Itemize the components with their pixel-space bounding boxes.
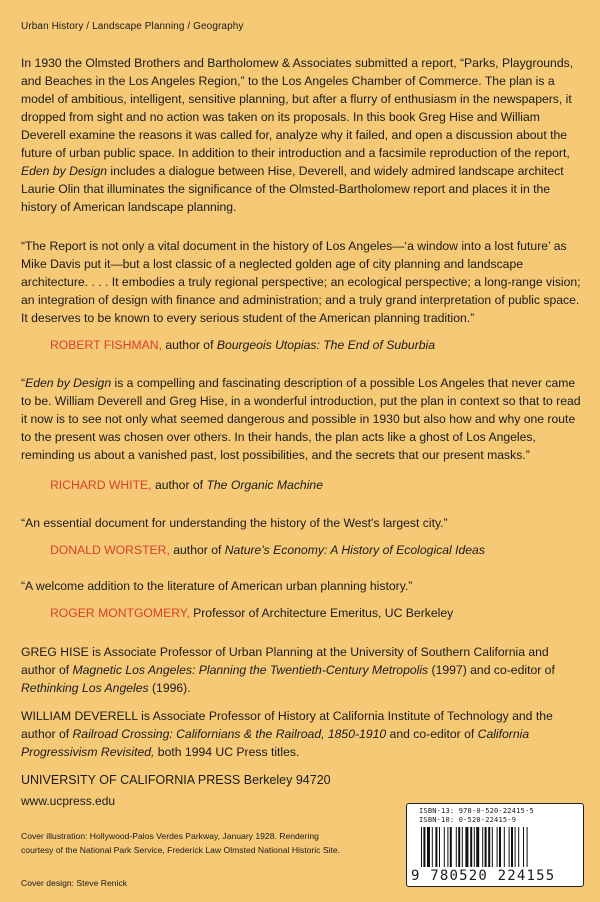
quote-book-title: Eden by Design — [25, 376, 112, 390]
bio-work-title: Rethinking Los Angeles — [21, 681, 149, 695]
cover-illustration-credit — [21, 829, 340, 857]
bio-text: WILLIAM DEVERELL is Associate Professor of History at California Institute of Technology and the author of — [21, 709, 553, 741]
author-bio-deverell — [21, 707, 586, 761]
bio-work-title: California Progressivism Revisited, — [21, 727, 530, 759]
summary-book-title: Eden by Design — [21, 164, 108, 178]
attribution-work: Bourgeois Utopias: The End of Suburbia — [216, 338, 436, 352]
attribution-name: DONALD WORSTER, — [50, 543, 170, 557]
attribution-fishman — [50, 336, 435, 354]
barcode-bars — [421, 827, 571, 867]
quote-open-mark: “ — [21, 376, 26, 390]
summary-part1: In 1930 the Olmsted Brothers and Bartholomew & Associates submitted a report, “Parks, Playgrounds, and Beaches in the Los Angeles Region,” to the Los Angeles Chamber of Commerce. The plan is a model of ambitious, intelligent, sensitive planning, but after a flurry of enthusiasm in the newspapers, it dropped from sight and no action was taken on its proposals. In this book Greg Hise and William Deverell examine the reasons it was called for, analyze why it failed, and open a discussion about the future of urban public space. In addition to their introduction and a facsimile reproduction of the report, — [21, 56, 574, 160]
isbn-barcode — [406, 803, 584, 887]
isbn-13-label: ISBN-13: 978-0-520-22415-5 — [419, 807, 534, 815]
book-summary — [21, 54, 586, 216]
bio-text: GREG HISE is Associate Professor of Urban Planning at the University of Southern California and author of — [21, 645, 549, 677]
attribution-role: author of — [151, 478, 207, 492]
barcode-digits: 9 780520 224155 — [411, 868, 556, 884]
quote-fishman: “The Report is not only a vital document in the history of Los Angeles—‘a window into a lost future’ as Mike Davis put it—but a lost classic of a neglected golden age of city planning and landscape architecture. . . . It embodies a truly regional perspective; an ecological perspective; a long-range vision; an integration of design with finance and administration; and a truly grand interpretation of public space. It deserves to be known to every serious student of the American planning tradition.” — [21, 239, 581, 325]
credit-line: courtesy of the National Park Service, Frederick Law Olmsted National Historic Site. — [21, 845, 341, 855]
isbn-10-label: ISBN-10: 0-520-22415-9 — [419, 816, 517, 824]
summary-part2: includes a dialogue between Hise, Deverell, and widely admired landscape architect Laurie Olin that illuminates the significance of the Olmsted-Bartholomew report and places it in the history of American landscape planning. — [21, 164, 564, 214]
quote-montgomery: “A welcome addition to the literature of American urban planning history.” — [21, 579, 413, 593]
attribution-worster — [50, 541, 485, 559]
quote-worster: “An essential document for understanding the history of the West's largest city.” — [21, 516, 448, 530]
bio-text: and co-editor of — [386, 727, 478, 741]
quote-text: is a compelling and fascinating description of a possible Los Angeles that never came to be. William Deverell and Greg Hise, in a wonderful introduction, put the plan in context so that to read it now is to see not only what seemed dangerous and possible in 1930 but also how and why one route to the present was chosen over others. In their hands, the plan acts like a ghost of Los Angeles, reminding us about a vanished past, lost possibilities, and the secrets that our present masks.” — [21, 376, 581, 462]
attribution-name: ROBERT FISHMAN, — [50, 338, 162, 352]
quote-white — [21, 374, 586, 464]
attribution-role: author of — [169, 543, 225, 557]
attribution-role: author of — [161, 338, 217, 352]
attribution-role: Professor of Architecture Emeritus, UC Berkeley — [189, 606, 454, 620]
attribution-white — [50, 476, 323, 494]
credit-line: Cover illustration: Hollywood-Palos Verdes Parkway, January 1928. Rendering — [21, 831, 319, 841]
bio-work-title: Magnetic Los Angeles: Planning the Twentieth-Century Metropolis — [72, 663, 429, 677]
attribution-name: RICHARD WHITE, — [50, 478, 152, 492]
bio-text: (1996). — [148, 681, 191, 695]
attribution-work: Nature's Economy: A History of Ecological Ideas — [224, 543, 485, 557]
bio-text: (1997) and co-editor of — [428, 663, 555, 677]
bio-work-title: Railroad Crossing: Californians & the Railroad, 1850-1910 — [72, 727, 387, 741]
publisher-name: UNIVERSITY OF CALIFORNIA PRESS Berkeley 94720 — [21, 773, 331, 787]
cover-design-credit: Cover design: Steve Renick — [21, 878, 128, 888]
bio-text: both 1994 UC Press titles. — [154, 745, 300, 759]
attribution-work: The Organic Machine — [206, 478, 323, 492]
author-bio-hise — [21, 643, 586, 697]
attribution-montgomery — [50, 604, 453, 622]
attribution-name: ROGER MONTGOMERY, — [50, 606, 190, 620]
subject-categories: Urban History / Landscape Planning / Geography — [21, 21, 244, 32]
publisher-url[interactable]: www.ucpress.edu — [21, 794, 116, 808]
